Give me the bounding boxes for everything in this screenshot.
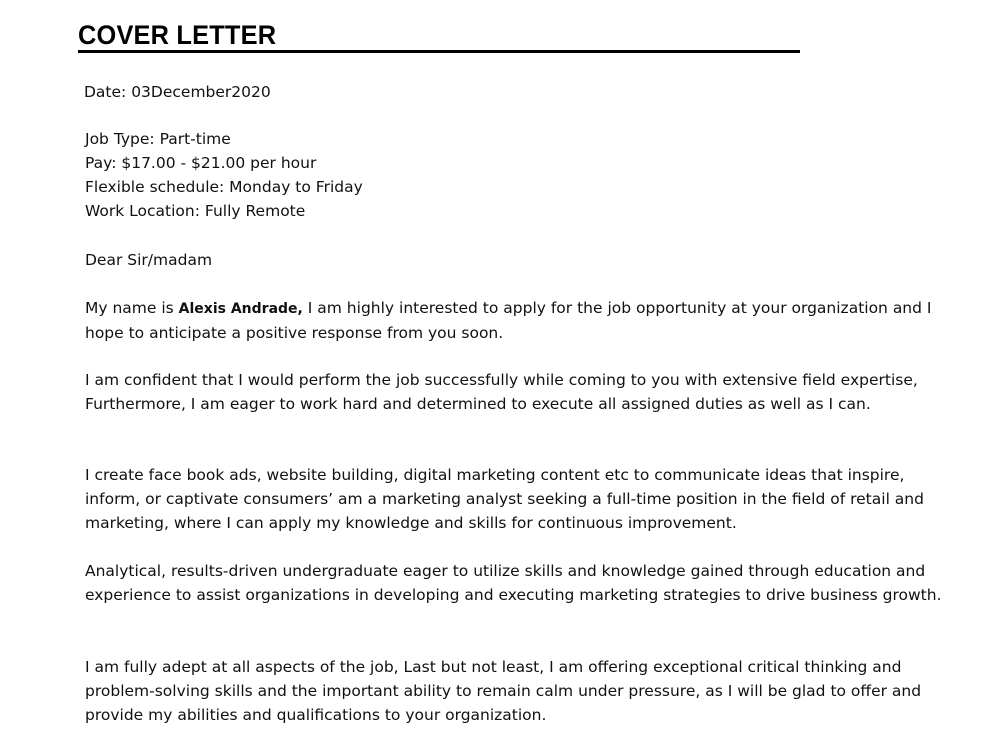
schedule: Flexible schedule: Monday to Friday — [85, 178, 363, 196]
salutation: Dear Sir/madam — [85, 251, 213, 269]
work-location: Work Location: Fully Remote — [85, 202, 306, 220]
document-title-text: COVER LETTER — [78, 20, 277, 50]
applicant-name: Alexis Andrade, — [178, 301, 303, 317]
intro-suffix: I am highly interested to apply for the job opportunity at your organization and I hope to anticipate a positive response from you soon. — [85, 299, 932, 342]
intro-prefix: My name is — [85, 299, 179, 317]
body-paragraph-analytical: Analytical, results-driven undergraduate eager to utilize skills and knowledge gained through education and experience to assist organizations in developing and executing marketing strategies to drive business growth. — [85, 562, 942, 604]
body-paragraph-confidence: I am confident that I would perform the job successfully while coming to you with extensive field expertise, Furthermore, I am eager to work hard and determined to execute all assigned duties as well as I can. — [85, 371, 918, 413]
document-title — [78, 20, 800, 53]
letter-date: Date: 03December2020 — [84, 83, 271, 101]
body-paragraph-skills: I create face book ads, website building, digital marketing content etc to communicate ideas that inspire, inform, or captivate consumers’ am a marketing analyst seeking a full-time position in the field of retail and marketing, where I can apply my knowledge and skills for continuous improvement. — [85, 466, 924, 532]
body-paragraph-closing: I am fully adept at all aspects of the job, Last but not least, I am offering exceptional critical thinking and problem-solving skills and the important ability to remain calm under pressure, as I will be glad to offer and provide my abilities and qualifications to your organization. — [85, 658, 922, 724]
pay-range: Pay: $17.00 - $21.00 per hour — [85, 154, 317, 172]
job-type: Job Type: Part-time — [85, 130, 231, 148]
intro-paragraph — [85, 296, 955, 345]
